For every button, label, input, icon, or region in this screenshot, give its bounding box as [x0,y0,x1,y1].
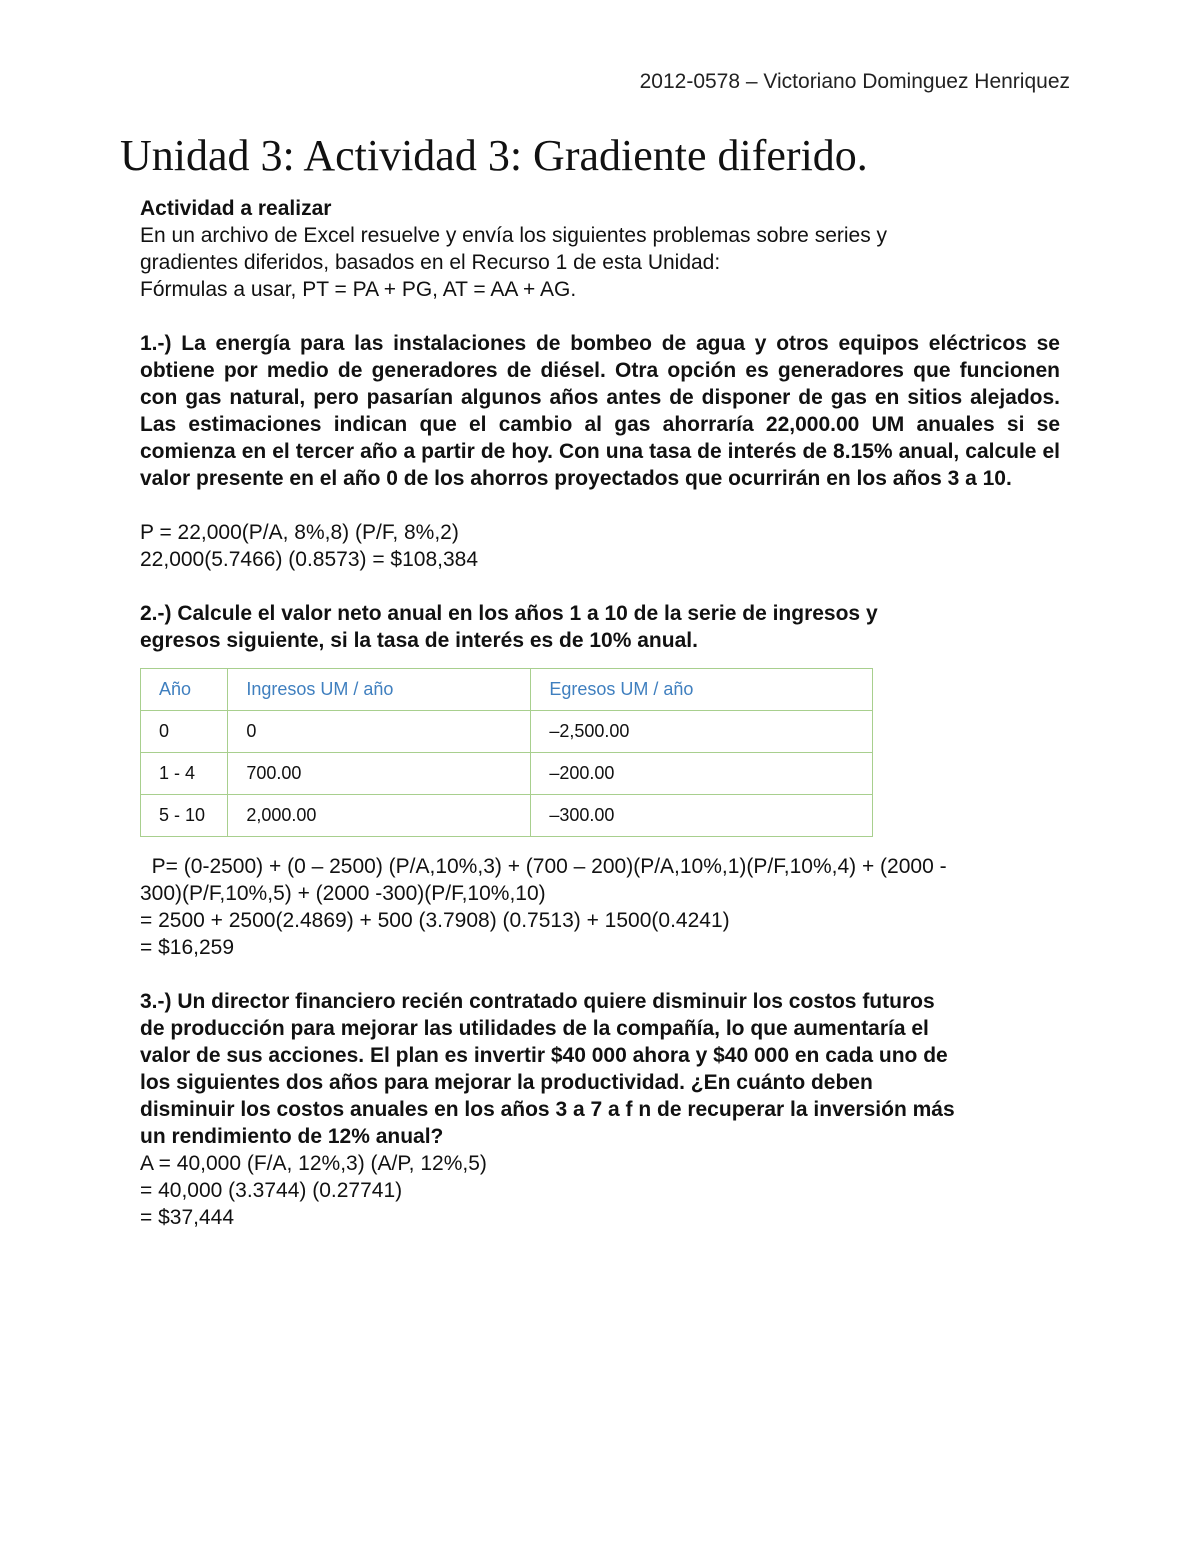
intro-line: gradientes diferidos, basados en el Recurso 1 de esta Unidad: [140,251,721,274]
table-header-cell: Año [141,669,228,711]
table-cell: –2,500.00 [531,711,873,753]
problem-2-solution-line: = 2500 + 2500(2.4869) + 500 (3.7908) (0.7513) + 1500(0.4241) [140,909,730,932]
table-row [141,753,873,795]
problem-3-statement-line: un rendimiento de 12% anual? [140,1125,444,1148]
table-header-row [141,669,873,711]
table-header-cell: Egresos UM / año [531,669,873,711]
table-cell: –300.00 [531,795,873,837]
intro-line: En un archivo de Excel resuelve y envía los siguientes problemas sobre series y [140,224,888,247]
intro-heading: Actividad a realizar [140,197,332,220]
intro-line: Fórmulas a usar, PT = PA + PG, AT = AA + AG. [140,278,577,301]
problem-1-solution-line: P = 22,000(P/A, 8%,8) (P/F, 8%,2) [140,521,459,544]
page-title: Unidad 3: Actividad 3: Gradiente diferido. [120,131,868,180]
table-row [141,711,873,753]
table-header-cell: Ingresos UM / año [228,669,531,711]
problem-1-statement: 1.-) La energía para las instalaciones de bombeo de agua y otros equipos eléctricos se obtiene por medio de generadores de diésel. Otra opción es generadores que funcionen con gas natural, pero pasarían algunos años antes de disponer de gas en sitios alejados. Las estimaciones indican que el cambio al gas ahorraría 22,000.00 UM anuales si se comienza en el tercer año a partir de hoy. Con una tasa de interés de 8.15% anual, calcule el valor presente en el año 0 de los ahorros proyectados que ocurrirán en los años 3 a 10. [140,332,1060,490]
problem-3-statement-line: los siguientes dos años para mejorar la productividad. ¿En cuánto deben [140,1071,873,1094]
problem-2-statement-line: 2.-) Calcule el valor neto anual en los años 1 a 10 de la serie de ingresos y [140,602,878,625]
cashflow-table [140,668,873,837]
problem-3-solution-line: A = 40,000 (F/A, 12%,3) (A/P, 12%,5) [140,1152,487,1175]
header-note: 2012-0578 – Victoriano Dominguez Henriquez [639,70,1070,93]
problem-2-solution-line: P= (0-2500) + (0 – 2500) (P/A,10%,3) + (700 – 200)(P/A,10%,1)(P/F,10%,4) + (2000 - [140,855,947,878]
problem-3-statement-line: 3.-) Un director financiero recién contratado quiere disminuir los costos futuros [140,990,935,1013]
problem-3-statement-line: de producción para mejorar las utilidades de la compañía, lo que aumentaría el [140,1017,929,1040]
table-cell: 700.00 [228,753,531,795]
table-cell: 0 [228,711,531,753]
problem-3-statement-line: valor de sus acciones. El plan es invertir $40 000 ahora y $40 000 en cada uno de [140,1044,948,1067]
problem-3-statement-line: disminuir los costos anuales en los años 3 a 7 a f n de recuperar la inversión más [140,1098,955,1121]
table-cell: 5 - 10 [141,795,228,837]
table-row [141,795,873,837]
table-cell: 1 - 4 [141,753,228,795]
problem-1-solution-line: 22,000(5.7466) (0.8573) = $108,384 [140,548,479,571]
table-cell: 0 [141,711,228,753]
problem-2-solution-line: = $16,259 [140,936,235,959]
problem-2-solution-line: 300)(P/F,10%,5) + (2000 -300)(P/F,10%,10) [140,882,546,905]
problem-3-solution-line: = 40,000 (3.3744) (0.27741) [140,1179,403,1202]
table-cell: –200.00 [531,753,873,795]
document-body [140,195,1060,1231]
table-cell: 2,000.00 [228,795,531,837]
problem-3-solution-line: = $37,444 [140,1206,235,1229]
problem-2-statement-line: egresos siguiente, si la tasa de interés es de 10% anual. [140,629,698,652]
